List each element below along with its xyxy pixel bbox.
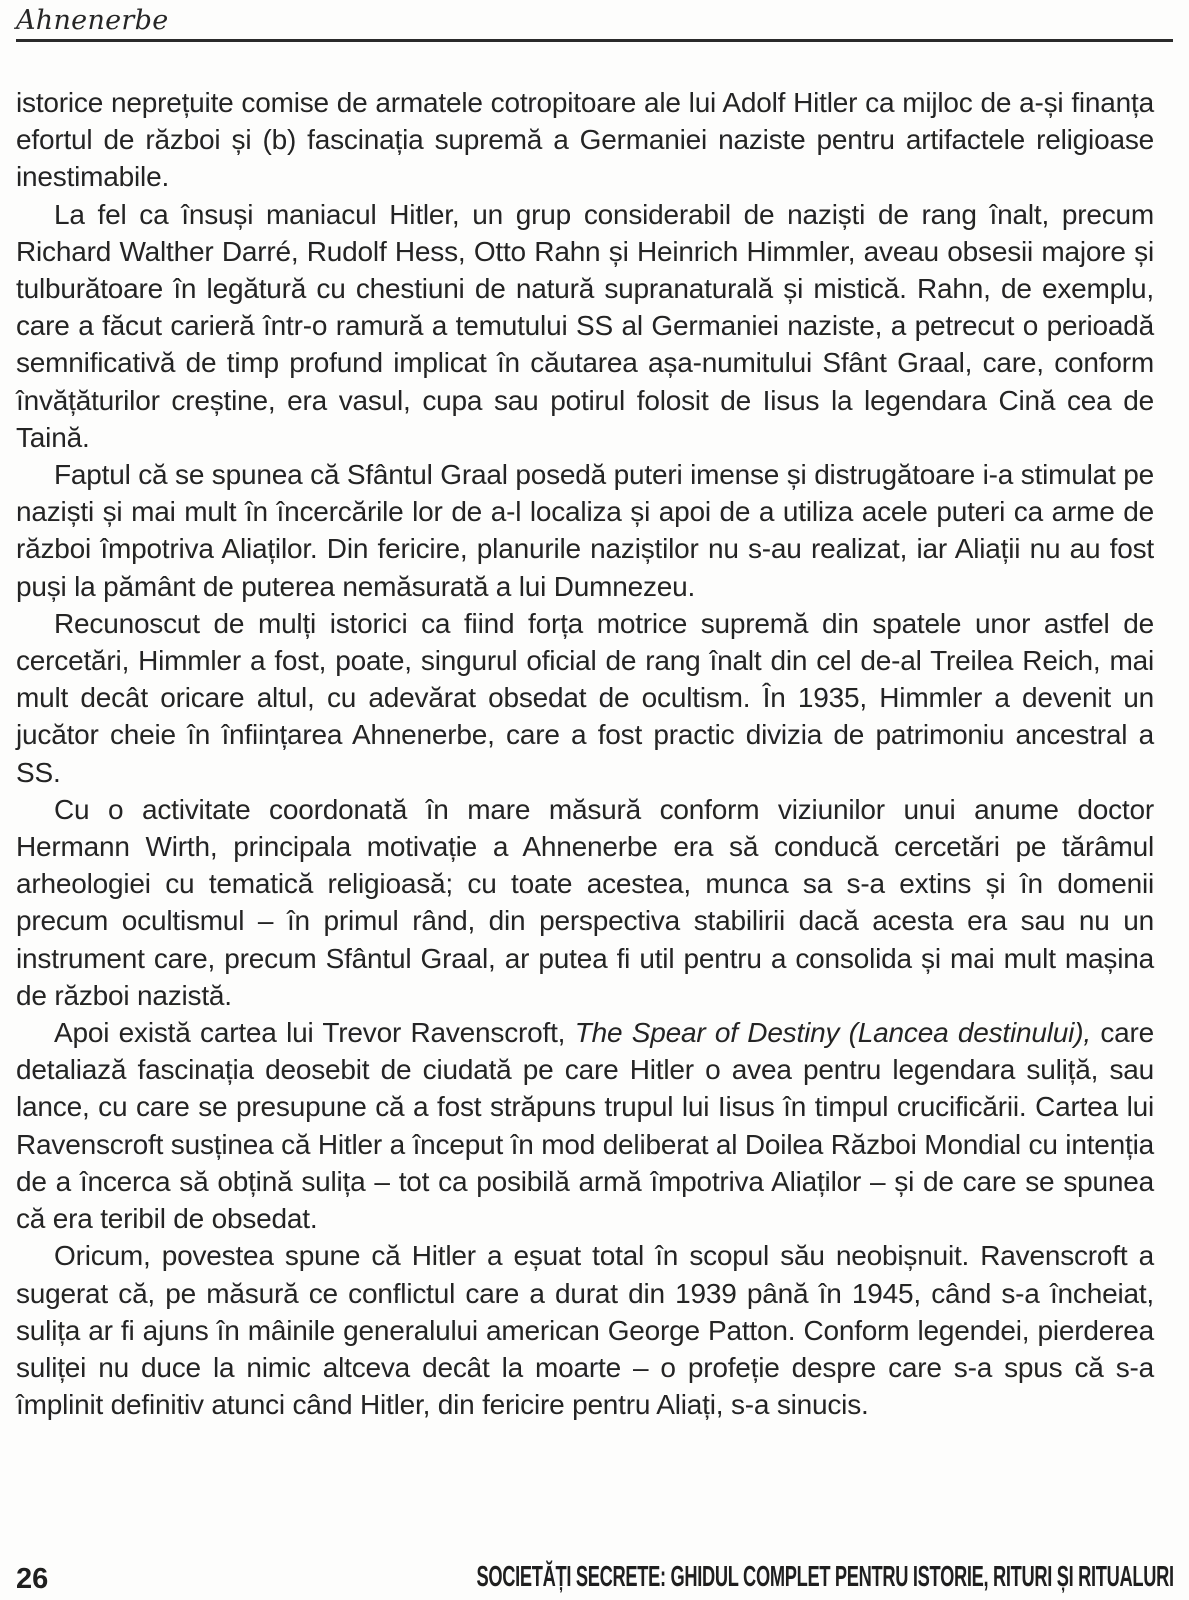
paragraph [16,196,1154,456]
text-segment: istorice neprețuite comise de armatele cotropitoare ale lui Adolf Hitler ca mijloc de a-și finanța efortul de război și (b) fascinația supremă a Germaniei naziste pentru artifactele religioase inestimabile. [16,87,1154,193]
text-segment: La fel ca însuși maniacul Hitler, un grup considerabil de naziști de rang înalt, precum Richard Walther Darré, Rudolf Hess, Otto Rahn și Heinrich Himmler, aveau obsesii majore și tulburătoare în legătură cu chestiuni de natură supranaturală și mistică. Rahn, de exemplu, care a făcut carieră într-o ramură a temutului SS al Germaniei naziste, a petrecut o perioadă semnificativă de timp profund implicat în căutarea așa-numitului Sfânt Graal, care, conform învățăturilor creștine, era vasul, cupa sau potirul folosit de Iisus la legendara Cină cea de Taină. [16,198,1154,453]
running-header [16,6,1173,42]
paragraph [16,1237,1154,1423]
book-title: SOCIETĂȚI SECRETE: GHIDUL COMPLET PENTRU ISTORIE, RITURI ȘI RITUALURI [476,1561,1174,1593]
chapter-title: Ahnenerbe [16,5,169,36]
text-segment-italic: The Spear of Destiny (Lancea destinului), [574,1017,1091,1049]
text-segment: Apoi există cartea lui Trevor Ravenscroft, [54,1017,575,1049]
text-segment: care detaliază fascinația deosebit de ciudată pe care Hitler o avea pentru legendara suliță, sau lance, cu care se presupune că a fost străpuns trupul lui Iisus în timpul crucificării. Cartea lui Ravenscroft susținea că Hitler a început în mod deliberat al Doilea Război Mondial cu intenția de a încerca să obțină sulița – tot ca posibilă armă împotriva Aliaților – și de care se spunea că era teribil de obsedat. [16,1017,1154,1235]
body-text [16,84,1154,1423]
text-segment: Faptul că se spunea că Sfântul Graal posedă puteri imense și distrugătoare i-a stimulat pe naziști și mai mult în încercările lor de a-l localiza și apoi de a utiliza acele puteri ca arme de război împotriva Aliaților. Din fericire, planurile naziștilor nu s-au realizat, iar Aliații nu au fost puși la pământ de puterea nemăsurată a lui Dumnezeu. [16,459,1154,602]
paragraph [16,84,1154,196]
paragraph [16,605,1154,791]
paragraph [16,456,1154,605]
paragraph [16,1014,1154,1237]
text-segment: Oricum, povestea spune că Hitler a eșuat total în scopul său neobișnuit. Ravenscroft a sugerat că, pe măsură ce conflictul care a durat din 1939 până în 1945, când s-a încheiat, sulița ar fi ajuns în mâinile generalului american George Patton. Conform legendei, pierderea suliței nu duce la nimic altceva decât la moarte – o profeție despre care s-a spus că s-a împlinit definitiv atunci când Hitler, din fericire pentru Aliați, s-a sinucis. [16,1240,1154,1421]
page-number: 26 [16,1563,49,1595]
header-rule [16,39,1173,42]
text-segment: Recunoscut de mulți istorici ca fiind forța motrice supremă din spatele unor astfel de cercetări, Himmler a fost, poate, singurul oficial de rang înalt din cel de-al Treilea Reich, mai mult decât oricare altul, cu adevărat obsedat de ocultism. În 1935, Himmler a devenit un jucător cheie în înființarea Ahnenerbe, care a fost practic divizia de patrimoniu ancestral a SS. [16,607,1154,788]
paragraph [16,791,1154,1014]
running-footer [16,1560,1174,1594]
text-segment: Cu o activitate coordonată în mare măsură conform viziunilor unui anume doctor Hermann Wirth, principala motivație a Ahnenerbe era să conducă cercetări pe tărâmul arheologiei cu tematică religioasă; cu toate acestea, munca sa s-a extins și în domenii precum ocultismul – în primul rând, din perspectiva stabilirii dacă acesta era sau nu un instrument care, precum Sfântul Graal, ar putea fi util pentru a consolida și mai mult mașina de război nazistă. [16,793,1154,1011]
